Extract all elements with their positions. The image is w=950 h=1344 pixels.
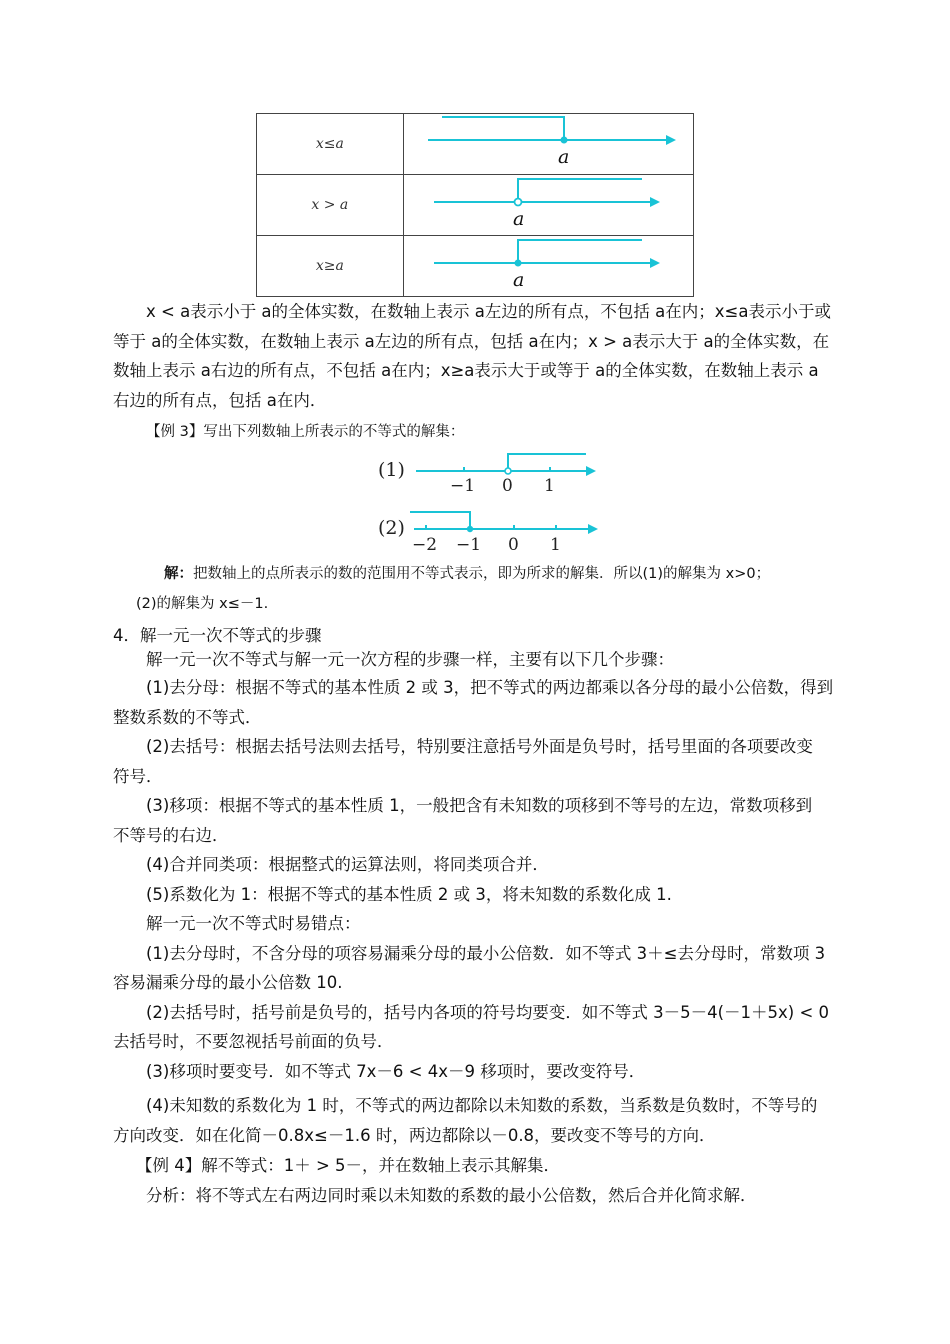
step-2-cont: 符号． <box>113 767 163 786</box>
number-line-gt <box>404 175 694 235</box>
inequality-expression: x > a <box>257 175 404 236</box>
explain-line: 右边的所有点，包括 a在内． <box>113 391 327 410</box>
errors-intro: 解一元一次不等式时易错点： <box>146 914 361 933</box>
closed-point <box>560 137 567 144</box>
figure-1-label: (1) <box>378 459 405 481</box>
error-1-cont: 容易漏乘分母的最小公倍数 10. <box>113 973 343 992</box>
point-label: a <box>557 146 570 168</box>
number-line-ge <box>404 236 694 296</box>
point-label: a <box>512 208 525 230</box>
step-1-cont: 整数系数的不等式． <box>113 708 262 727</box>
example-3-title: 【例 3】写出下列数轴上所表示的不等式的解集： <box>146 424 465 440</box>
solution-ray <box>442 117 564 140</box>
open-point <box>514 199 521 206</box>
example-4: 【例 4】解不等式：1＋ > 5－，并在数轴上表示其解集． <box>136 1156 561 1175</box>
inequality-expression: x≥a <box>257 236 404 297</box>
axis-arrow <box>666 135 676 145</box>
step-3-cont: 不等号的右边． <box>113 826 229 845</box>
step-2: (2)去括号：根据去括号法则去括号，特别要注意括号外面是负号时，括号里面的各项要改变 <box>146 737 813 756</box>
tick-label: 0 <box>508 535 519 555</box>
axis-arrow <box>650 258 660 268</box>
explain-line: x < a表示小于 a的全体实数，在数轴上表示 a左边的所有点，不包括 a在内；x≤a表示小于或 <box>146 302 831 321</box>
table-row <box>257 236 694 297</box>
error-3: (3)移项时要变号．如不等式 7x－6 < 4x－9 移项时，要改变符号． <box>146 1062 646 1081</box>
solution-ray <box>508 454 586 471</box>
inequality-table <box>256 113 694 297</box>
section-heading: 4．解一元一次不等式的步骤 <box>113 626 322 645</box>
step-3: (3)移项：根据不等式的基本性质 1，一般把含有未知数的项移到不等号的左边，常数项移到 <box>146 796 813 815</box>
error-4-cont: 方向改变．如在化简－0.8x≤－1.6 时，两边都除以－0.8，要改变不等号的方向． <box>113 1126 716 1145</box>
tick-label: −1 <box>456 535 482 555</box>
explain-line: 数轴上表示 a右边的所有点，不包括 a在内；x≥a表示大于或等于 a的全体实数，在数轴上表示 a <box>113 361 819 380</box>
section-intro: 解一元一次不等式与解一元一次方程的步骤一样，主要有以下几个步骤： <box>146 650 674 669</box>
number-line-cell <box>403 236 693 297</box>
solution-head: 解： <box>164 566 193 582</box>
figure-2-label: (2) <box>378 517 405 539</box>
tick-label: −1 <box>450 476 476 496</box>
tick-label: 1 <box>544 476 555 496</box>
step-4: (4)合并同类项：根据整式的运算法则，将同类项合并． <box>146 855 549 874</box>
solution-ray <box>410 512 470 529</box>
closed-point <box>467 526 473 532</box>
solution-ray <box>518 240 642 263</box>
tick-label: 1 <box>550 535 561 555</box>
solution-body: 把数轴上的点所表示的数的范围用不等式表示，即为所求的解集．所以(1)的解集为 x>0； <box>193 566 771 582</box>
example-3-figures <box>374 446 614 558</box>
tick-label: −2 <box>412 535 438 555</box>
table-row <box>257 114 694 175</box>
error-2-cont: 去括号时，不要忽视括号前面的负号． <box>113 1032 394 1051</box>
inequality-expression: x≤a <box>257 114 404 175</box>
number-line-le <box>404 114 694 174</box>
error-4: (4)未知数的系数化为 1 时，不等式的两边都除以未知数的系数，当系数是负数时，不等号的 <box>146 1096 818 1115</box>
number-line-cell <box>403 175 693 236</box>
example-3-solution <box>164 562 770 583</box>
axis-arrow <box>586 466 596 476</box>
explain-line: 等于 a的全体实数，在数轴上表示 a左边的所有点，包括 a在内；x > a表示大于 a的全体实数，在 <box>113 332 830 351</box>
analysis: 分析：将不等式左右两边同时乘以未知数的系数的最小公倍数，然后合并化简求解． <box>146 1186 757 1205</box>
closed-point <box>514 260 521 267</box>
axis-arrow <box>588 524 598 534</box>
tick-label: 0 <box>502 476 513 496</box>
example-3-solution-2: (2)的解集为 x≤－1. <box>136 596 269 612</box>
step-5: (5)系数化为 1：根据不等式的基本性质 2 或 3，将未知数的系数化成 1. <box>146 885 672 904</box>
error-1: (1)去分母时，不含分母的项容易漏乘分母的最小公倍数．如不等式 3＋≤去分母时，常数项 3 <box>146 944 826 963</box>
step-1: (1)去分母：根据不等式的基本性质 2 或 3，把不等式的两边都乘以各分母的最小公倍数，得到 <box>146 678 834 697</box>
axis-arrow <box>650 197 660 207</box>
table-row <box>257 175 694 236</box>
solution-ray <box>518 179 642 202</box>
point-label: a <box>512 269 525 291</box>
open-point <box>505 468 511 474</box>
error-2: (2)去括号时，括号前是负号的，括号内各项的符号均要变．如不等式 3－5－4(－1＋5x) < 0 <box>146 1003 830 1022</box>
number-line-cell <box>403 114 693 175</box>
